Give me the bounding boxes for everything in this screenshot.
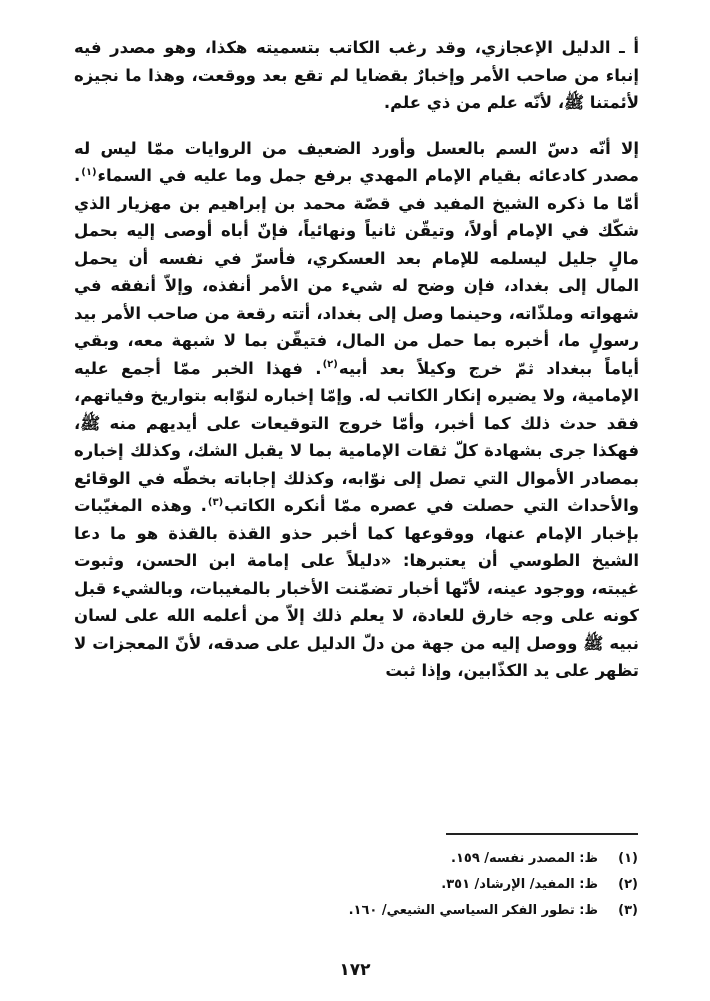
footnote-number: (١) <box>618 851 638 866</box>
footnote-text: ظ: المفيد/ الإرشاد/ ٣٥١. <box>441 877 598 892</box>
footnote-number: (٣) <box>618 903 638 918</box>
footnote-item <box>218 872 638 898</box>
footnote-ref-2: (٢) <box>322 359 338 370</box>
main-paragraph-part-4: . وهذه المغيّبات بإخبار الإمام عنها، ووقوعها كما أخبر حذو القذة بالقذة هو ما دعا الشيخ الطوسي أن يعتبرها: «دليلاً على إمامة ابن الحسن، وثبوت غيبته، ووجود عينه، لأنّها أخبار تضمّنت الأخبار بالمغيبات، وبالشيء قبل كونه على وجه خارق للعادة، لا يعلم ذلك إلاّ من أعلمه الله على لسان نبيه ﷺ ووصل إليه من جهة من دلّ الدليل على صدقه، لأنّ المعجزات لا تظهر على يد الكذّابين، وإذا ثبت <box>74 496 639 680</box>
footnote-text: ظ: المصدر نفسه/ ١٥٩. <box>451 851 598 866</box>
main-paragraph-part-2: . أمّا ما ذكره الشيخ المفيد في قصّة محمد بن إبراهيم بن مهزيار الذي شكّك في الإمام أولاً، وتيقّن ثانياً ونهائياً، فإنّ أباه أوصى إليه بحمل مالٍ جليل ليسلمه للإمام بعد العسكري، فأسرّ في نفسه أن يحمل المال إلى بغداد، فإن وضح له شيء من الأمر أنفذه، وإلاّ أنفقه في شهواته وملذّاته، وحينما وصل إلى بغداد، أتته رقعة من صاحب الأمر بيد رسولٍ ما، أخبره بما حمل من المال، فتيقّن بما لا شبهة معه، وبقي أياماً ببغداد ثمّ خرج وكيلاً بعد أبيه <box>74 166 639 378</box>
main-paragraph-part-1: إلا أنّه دسّ السم بالعسل وأورد الضعيف من الروايات ممّا ليس له مصدر كادعائه بقيام الإمام المهدي برفع جمل وما عليه في السماء <box>74 138 639 185</box>
footnote-number: (٢) <box>618 877 638 892</box>
footnote-text: ظ: تطور الفكر السياسي الشيعي/ ١٦٠. <box>348 903 598 918</box>
page-number: ١٧٢ <box>339 960 371 980</box>
main-paragraph <box>74 135 639 685</box>
footnote-ref-1: (١) <box>81 166 97 178</box>
footnote-item <box>218 846 638 872</box>
main-text <box>74 34 639 685</box>
main-paragraph-part-3: . فهذا الخبر ممّا أجمع عليه الإمامية، ولا يضيره إنكار الكاتب له. وإمّا إخباره لنوّابه بتواريخ وفياتهم، فقد حدث ذلك كما أخبر، وأمّا خروج التوقيعات على أيديهم منه ﷺ، فهكذا جرى بشهادة كلّ ثقات الإمامية بما لا يقبل الشك، وكذلك إخباره بمصادر الأموال التي تصل إلى نوّابه، وكذلك إجاباته بخطّه في الوقائع والأحداث التي حصلت في عصره ممّا أنكره الكاتب <box>74 358 639 515</box>
footnote-divider <box>446 833 638 835</box>
footnote-item <box>218 898 638 924</box>
footnotes <box>218 846 638 924</box>
footnote-ref-3: (٣) <box>207 496 224 508</box>
intro-paragraph: أ ـ الدليل الإعجازي، وقد رغب الكاتب بتسميته هكذا، وهو مصدر فيه إنباء من صاحب الأمر وإخبارٌ بقضايا لم تقع بعد ووقعت، وهذا ما نجيزه لأئمتنا ﷺ، لأنّه علم من ذي علم. <box>74 38 639 112</box>
